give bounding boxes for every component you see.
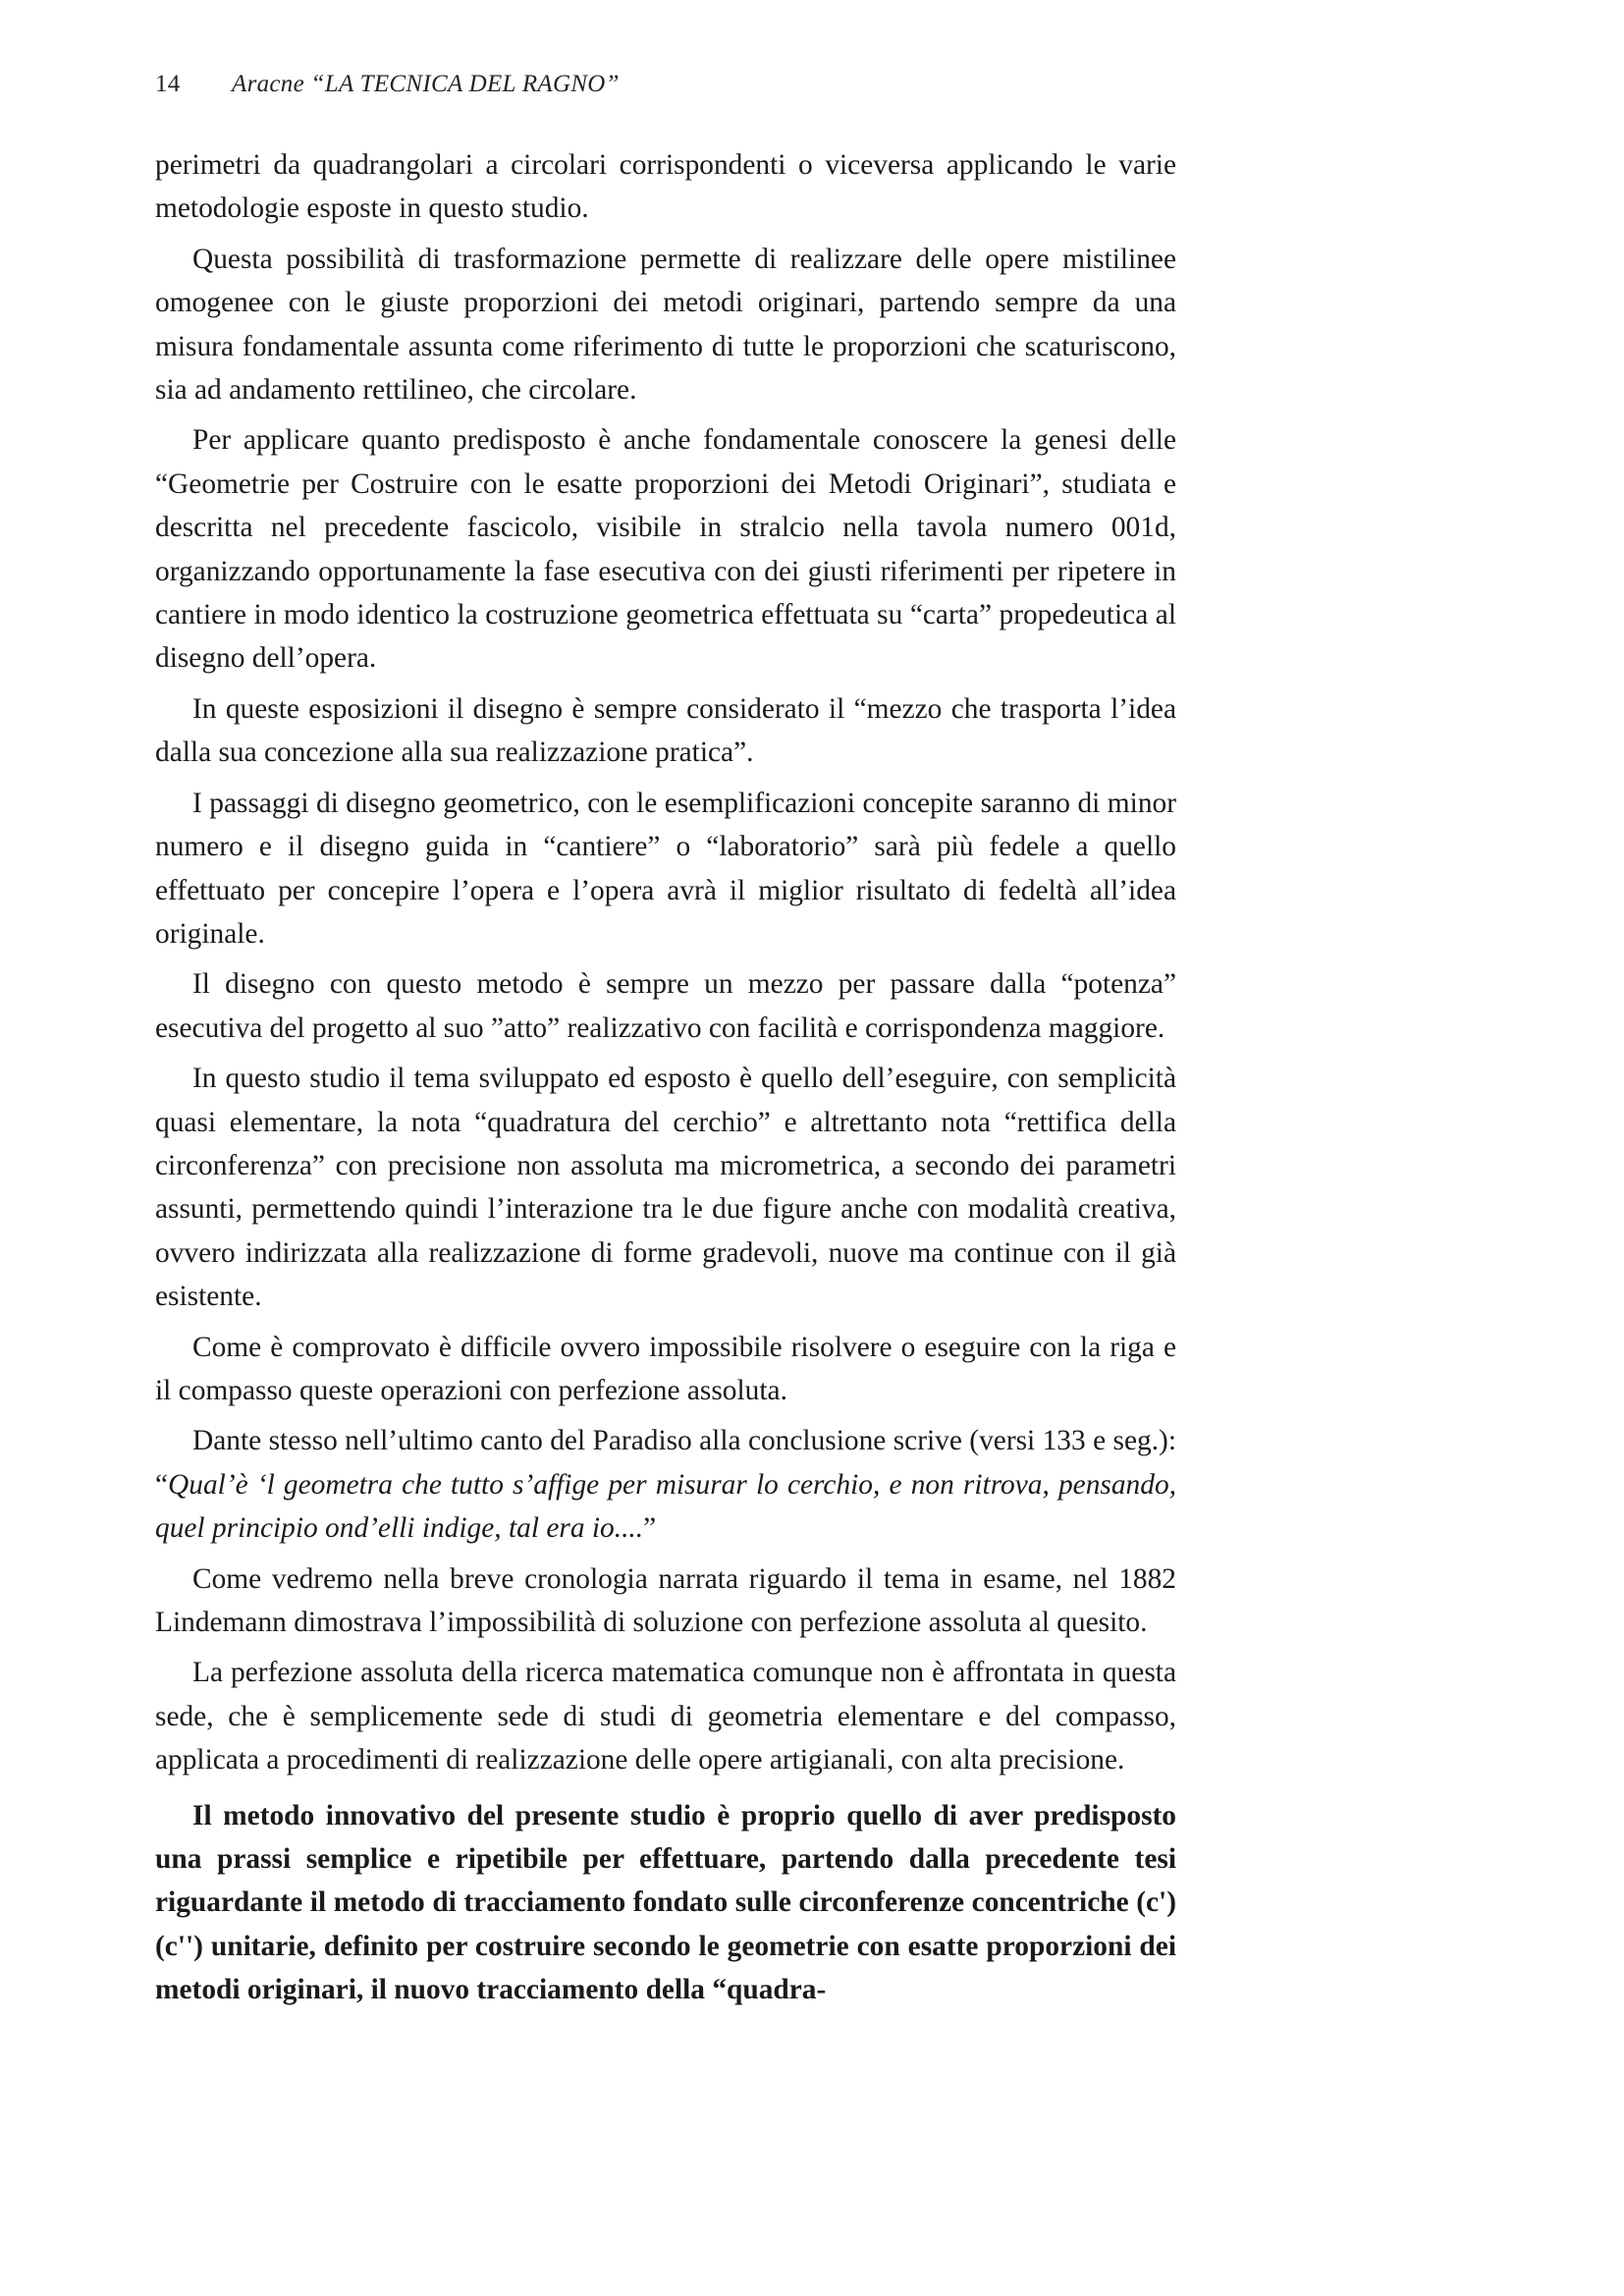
paragraph: Questa possibilità di trasformazione permette di realizzare delle opere mistilinee omogenee con le giuste proporzioni dei metodi originari, partendo sempre da una misura fondamentale assunta come riferimento di tutte le proporzioni che scaturiscono, sia ad andamento rettilineo, che circolare. <box>155 243 1176 407</box>
quote-intro: Dante stesso nell’ultimo canto del Paradiso alla conclusione scrive (versi 133 e seg.): “ <box>155 1425 1176 1501</box>
body-text <box>155 143 1176 2012</box>
dante-quote: Qual’è ‘l geometra che tutto s’affige per misurar lo cerchio, e non ritrova, pensando, quel principio ond’elli indige, tal era io.... <box>155 1468 1176 1545</box>
paragraph: Il disegno con questo metodo è sempre un mezzo per passare dalla “potenza” esecutiva del progetto al suo ”atto” realizzativo con facilità e corrispondenza maggiore. <box>155 968 1176 1044</box>
paragraph: In questo studio il tema sviluppato ed esposto è quello dell’eseguire, con semplicità quasi elementare, la nota “quadratura del cerchio” e altrettanto nota “rettifica della circonferenza” con precisione non assoluta ma micrometrica, a secondo dei parametri assunti, permettendo quindi l’interazione tra le due figure anche con modalità creativa, ovvero indirizzata alla realizzazione di forme gradevoli, nuove ma continue con il già esistente. <box>155 1063 1176 1313</box>
paragraph-bold: Il metodo innovativo del presente studio è proprio quello di aver predisposto una prassi semplice e ripetibile per effettuare, partendo dalla precedente tesi riguardante il metodo di tracciamento fondato sulle circonferenze concentriche (c') (c'') unitarie, definito per costruire secondo le geometrie con esatte proporzioni dei metodi originari, il nuovo tracciamento della “quadra- <box>155 1799 1176 2006</box>
paragraph: La perfezione assoluta della ricerca matematica comunque non è affrontata in questa sede, che è semplicemente sede di studi di geometria elementare e del compasso, applicata a procedimenti di realizzazione delle opere artigianali, con alta precisione. <box>155 1657 1176 1777</box>
quote-close: ” <box>643 1512 657 1545</box>
paragraph: perimetri da quadrangolari a circolari corrispondenti o viceversa applicando le varie metodologie esposte in questo studio. <box>155 149 1176 225</box>
paragraph: Come è comprovato è difficile ovvero impossibile risolvere o eseguire con la riga e il compasso queste operazioni con perfezione assoluta. <box>155 1331 1176 1406</box>
paragraph-dante-quote <box>155 1419 1176 1550</box>
paragraph: In queste esposizioni il disegno è sempre considerato il “mezzo che trasporta l’idea dalla sua concezione alla sua realizzazione pratica”. <box>155 692 1176 769</box>
running-title: Aracne “LA TECNICA DEL RAGNO” <box>232 71 620 97</box>
running-head <box>155 71 620 98</box>
paragraph: Per applicare quanto predisposto è anche fondamentale conoscere la genesi delle “Geometrie per Costruire con le esatte proporzioni dei Metodi Originari”, studiata e descritta nel precedente fascicolo, visibile in stralcio nella tavola numero 001d, organizzando opportunamente la fase esecutiva con dei giusti riferimenti per ripetere in cantiere in modo identico la costruzione geometrica effettuata su “carta” propedeutica al disegno dell’opera. <box>155 424 1176 675</box>
page-number: 14 <box>155 71 181 97</box>
paragraph: Come vedremo nella breve cronologia narrata riguardo il tema in esame, nel 1882 Lindemann dimostrava l’impossibilità di soluzione con perfezione assoluta al quesito. <box>155 1562 1176 1638</box>
paragraph: I passaggi di disegno geometrico, con le esemplificazioni concepite saranno di minor numero e il disegno guida in “cantiere” o “laboratorio” sarà più fedele a quello effettuato per concepire l’opera e l’opera avrà il miglior risultato di fedeltà all’idea originale. <box>155 787 1176 950</box>
